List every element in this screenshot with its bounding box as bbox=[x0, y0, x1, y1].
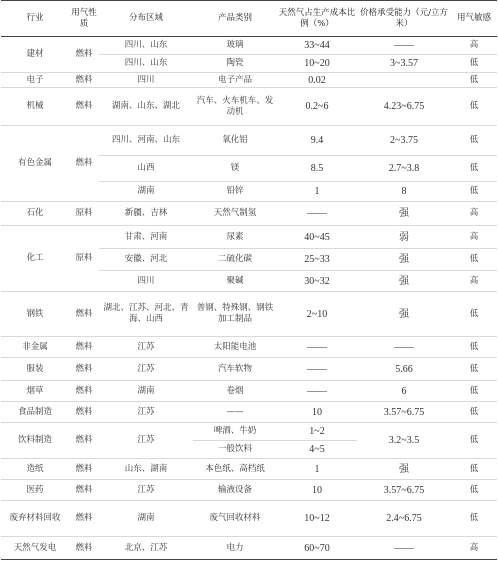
cost-share-cell: 10~20 bbox=[277, 55, 357, 73]
table-row bbox=[1, 126, 497, 156]
sensitivity-cell: 低 bbox=[451, 480, 497, 501]
sensitivity-cell: 低 bbox=[451, 73, 497, 88]
table-row bbox=[1, 501, 497, 537]
region-cell: 四川 bbox=[99, 271, 193, 292]
table-row bbox=[1, 88, 497, 126]
table-row bbox=[1, 459, 497, 480]
product-cell: 汽车软物 bbox=[193, 358, 277, 381]
gas-nature-cell: 燃料 bbox=[69, 358, 99, 381]
sensitivity-cell: 低 bbox=[451, 402, 497, 423]
table-row bbox=[1, 480, 497, 501]
cost-share-cell: 10 bbox=[277, 402, 357, 423]
industry-cell: 有色金属 bbox=[1, 126, 69, 202]
sensitivity-cell: 低 bbox=[451, 501, 497, 537]
price-capacity-cell: 强 bbox=[357, 292, 451, 337]
header-sensitivity: 用气敏感 bbox=[451, 1, 497, 37]
price-capacity-cell: —— bbox=[357, 337, 451, 358]
table-row bbox=[1, 226, 497, 249]
industry-cell: 食品制造 bbox=[1, 402, 69, 423]
product-cell: 尿素 bbox=[193, 226, 277, 249]
product-cell: 输液设备 bbox=[193, 480, 277, 501]
region-cell: 北京、江苏 bbox=[99, 537, 193, 560]
sensitivity-cell: 高 bbox=[451, 271, 497, 292]
industry-cell: 医药 bbox=[1, 480, 69, 501]
table-row bbox=[1, 381, 497, 402]
cost-share-cell: 8.5 bbox=[277, 156, 357, 182]
table-row bbox=[1, 37, 497, 55]
cost-share-cell: 1~2 bbox=[277, 423, 357, 441]
gas-nature-cell: 燃料 bbox=[69, 402, 99, 423]
sensitivity-cell: 低 bbox=[451, 459, 497, 480]
product-cell: 太阳能电池 bbox=[193, 337, 277, 358]
gas-nature-cell: 原料 bbox=[69, 226, 99, 292]
price-capacity-cell: —— bbox=[357, 37, 451, 55]
product-cell: —— bbox=[193, 402, 277, 423]
industry-cell: 天然气发电 bbox=[1, 537, 69, 560]
gas-nature-cell: 燃料 bbox=[69, 337, 99, 358]
industry-cell: 钢铁 bbox=[1, 292, 69, 337]
region-cell: 新疆、吉林 bbox=[99, 202, 193, 226]
sensitivity-cell: 低 bbox=[451, 337, 497, 358]
table-row bbox=[1, 423, 497, 441]
cost-share-cell: —— bbox=[277, 202, 357, 226]
industry-cell: 电子 bbox=[1, 73, 69, 88]
region-cell: 甘肃、河南 bbox=[99, 226, 193, 249]
industry-cell: 废弃材料回收 bbox=[1, 501, 69, 537]
cost-share-cell: 30~32 bbox=[277, 271, 357, 292]
sensitivity-cell: 低 bbox=[451, 249, 497, 271]
region-cell: 安徽、河北 bbox=[99, 249, 193, 271]
table-row bbox=[1, 337, 497, 358]
product-cell: 玻璃 bbox=[193, 37, 277, 55]
region-cell: 山东、湖南 bbox=[99, 459, 193, 480]
gas-nature-cell: 燃料 bbox=[69, 381, 99, 402]
price-capacity-cell: 2.7~3.8 bbox=[357, 156, 451, 182]
gas-nature-cell: 燃料 bbox=[69, 88, 99, 126]
product-cell: 本色纸、高档纸 bbox=[193, 459, 277, 480]
gas-nature-cell: 燃料 bbox=[69, 480, 99, 501]
header-region: 分布区域 bbox=[99, 1, 193, 37]
industry-cell: 造纸 bbox=[1, 459, 69, 480]
header-industry: 行业 bbox=[1, 1, 69, 37]
table-row bbox=[1, 537, 497, 560]
table-row bbox=[1, 202, 497, 226]
gas-nature-cell: 原料 bbox=[69, 202, 99, 226]
sensitivity-cell: 低 bbox=[451, 423, 497, 459]
product-cell: 废气回收材料 bbox=[193, 501, 277, 537]
product-cell: 陶瓷 bbox=[193, 55, 277, 73]
cost-share-cell: 0.2~6 bbox=[277, 88, 357, 126]
price-capacity-cell: 8 bbox=[357, 182, 451, 202]
cost-share-cell: 60~70 bbox=[277, 537, 357, 560]
region-cell: 江苏 bbox=[99, 337, 193, 358]
header-product: 产品类别 bbox=[193, 1, 277, 37]
region-cell: 四川、河南、山东 bbox=[99, 126, 193, 156]
region-cell: 四川 bbox=[99, 73, 193, 88]
table-row bbox=[1, 73, 497, 88]
sensitivity-cell: 高 bbox=[451, 202, 497, 226]
gas-nature-cell: 燃料 bbox=[69, 73, 99, 88]
table-row bbox=[1, 358, 497, 381]
region-cell: 湖南 bbox=[99, 381, 193, 402]
price-capacity-cell: 强 bbox=[357, 459, 451, 480]
sensitivity-cell: 低 bbox=[451, 156, 497, 182]
gas-nature-cell: 燃料 bbox=[69, 126, 99, 202]
region-cell: 湖南、山东、湖北 bbox=[99, 88, 193, 126]
price-capacity-cell: 强 bbox=[357, 271, 451, 292]
region-cell: 江苏 bbox=[99, 358, 193, 381]
price-capacity-cell: 4.23~6.75 bbox=[357, 88, 451, 126]
industry-cell: 机械 bbox=[1, 88, 69, 126]
product-cell: 一般饮料 bbox=[193, 441, 277, 459]
price-capacity-cell: 2~3.75 bbox=[357, 126, 451, 156]
price-capacity-cell: 3.57~6.75 bbox=[357, 480, 451, 501]
region-cell: 江苏 bbox=[99, 423, 193, 459]
cost-share-cell: 0.02 bbox=[277, 73, 357, 88]
cost-share-cell: 10~12 bbox=[277, 501, 357, 537]
product-cell: 电子产品 bbox=[193, 73, 277, 88]
gas-nature-cell: 燃料 bbox=[69, 37, 99, 73]
price-capacity-cell: 弱 bbox=[357, 226, 451, 249]
cost-share-cell: 1 bbox=[277, 182, 357, 202]
cost-share-cell: —— bbox=[277, 358, 357, 381]
product-cell: 二硫化碳 bbox=[193, 249, 277, 271]
price-capacity-cell: 强 bbox=[357, 202, 451, 226]
price-capacity-cell: 强 bbox=[357, 249, 451, 271]
sensitivity-cell: 低 bbox=[451, 55, 497, 73]
product-cell: 啤酒、牛奶 bbox=[193, 423, 277, 441]
sensitivity-cell: 低 bbox=[451, 182, 497, 202]
gas-nature-cell: 燃料 bbox=[69, 292, 99, 337]
header-price-capacity: 价格承受能力（元/立方米） bbox=[357, 1, 451, 37]
gas-nature-cell: 燃料 bbox=[69, 501, 99, 537]
gas-nature-cell: 燃料 bbox=[69, 423, 99, 459]
cost-share-cell: 40~45 bbox=[277, 226, 357, 249]
cost-share-cell: 2~10 bbox=[277, 292, 357, 337]
product-cell: 聚碱 bbox=[193, 271, 277, 292]
sensitivity-cell: 低 bbox=[451, 88, 497, 126]
industry-cell: 建材 bbox=[1, 37, 69, 73]
price-capacity-cell: —— bbox=[357, 537, 451, 560]
gas-nature-cell: 燃料 bbox=[69, 459, 99, 480]
cost-share-cell: —— bbox=[277, 337, 357, 358]
price-capacity-cell: 3.2~3.5 bbox=[357, 423, 451, 459]
cost-share-cell: 4~5 bbox=[277, 441, 357, 459]
sensitivity-cell: 低 bbox=[451, 126, 497, 156]
table-header-row bbox=[1, 1, 497, 37]
product-cell: 汽车、火车机车、发动机 bbox=[193, 88, 277, 126]
sensitivity-cell: 高 bbox=[451, 537, 497, 560]
industry-cell: 化工 bbox=[1, 226, 69, 292]
table-row bbox=[1, 402, 497, 423]
sensitivity-cell: 高 bbox=[451, 226, 497, 249]
region-cell: 湖北、江苏、河北、青海、山西 bbox=[99, 292, 193, 337]
product-cell: 普钢、特殊钢、钢铁加工制品 bbox=[193, 292, 277, 337]
product-cell: 天然气制氢 bbox=[193, 202, 277, 226]
table-row bbox=[1, 292, 497, 337]
region-cell: 山西 bbox=[99, 156, 193, 182]
product-cell: 铅锌 bbox=[193, 182, 277, 202]
header-cost-share: 天然气占生产成本比例（%） bbox=[277, 1, 357, 37]
region-cell: 湖南 bbox=[99, 501, 193, 537]
sensitivity-cell: 低 bbox=[451, 358, 497, 381]
region-cell: 湖南 bbox=[99, 182, 193, 202]
industry-cell: 非金属 bbox=[1, 337, 69, 358]
industry-cell: 烟草 bbox=[1, 381, 69, 402]
sensitivity-cell: 低 bbox=[451, 381, 497, 402]
industry-cell: 服装 bbox=[1, 358, 69, 381]
industry-cell: 石化 bbox=[1, 202, 69, 226]
price-capacity-cell: 2.4~6.75 bbox=[357, 501, 451, 537]
sensitivity-cell: 低 bbox=[451, 292, 497, 337]
price-capacity-cell: 5.66 bbox=[357, 358, 451, 381]
header-gas-nature: 用气性质 bbox=[69, 1, 99, 37]
cost-share-cell: 33~44 bbox=[277, 37, 357, 55]
cost-share-cell: 10 bbox=[277, 480, 357, 501]
region-cell: 江苏 bbox=[99, 402, 193, 423]
product-cell: 镁 bbox=[193, 156, 277, 182]
region-cell: 江苏 bbox=[99, 480, 193, 501]
product-cell: 卷烟 bbox=[193, 381, 277, 402]
cost-share-cell: 1 bbox=[277, 459, 357, 480]
cost-share-cell: 25~33 bbox=[277, 249, 357, 271]
price-capacity-cell bbox=[357, 73, 451, 88]
region-cell: 四川、山东 bbox=[99, 37, 193, 55]
product-cell: 氧化铝 bbox=[193, 126, 277, 156]
cost-share-cell: 9.4 bbox=[277, 126, 357, 156]
price-capacity-cell: 3~3.57 bbox=[357, 55, 451, 73]
cost-share-cell: —— bbox=[277, 381, 357, 402]
price-capacity-cell: 6 bbox=[357, 381, 451, 402]
table-body bbox=[1, 37, 497, 560]
sensitivity-cell: 高 bbox=[451, 37, 497, 55]
price-capacity-cell: 3.57~6.75 bbox=[357, 402, 451, 423]
gas-nature-cell: 燃料 bbox=[69, 537, 99, 560]
product-cell: 电力 bbox=[193, 537, 277, 560]
gas-usage-table bbox=[1, 0, 497, 560]
region-cell: 四川、山东 bbox=[99, 55, 193, 73]
industry-cell: 饮料制造 bbox=[1, 423, 69, 459]
